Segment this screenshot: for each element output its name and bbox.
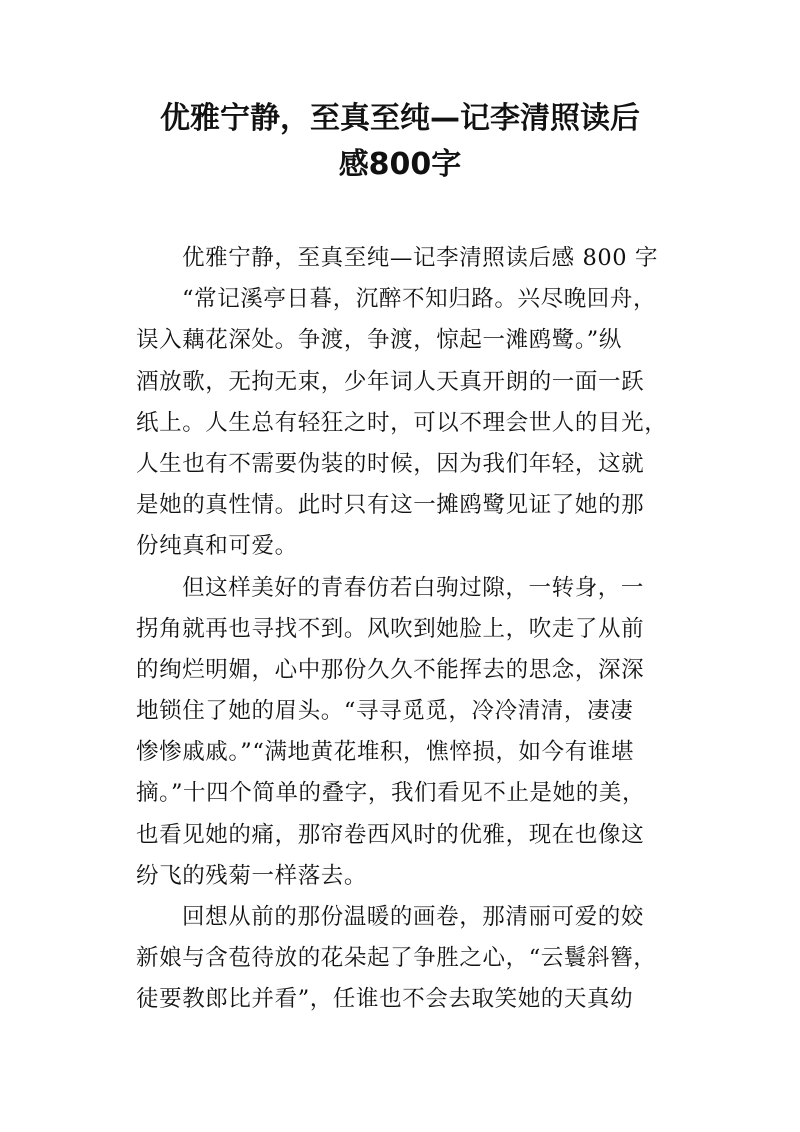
paragraph-3-line-6: 摘。”十四个简单的叠字，我们看见不止是她的美， — [136, 780, 646, 807]
paragraph-3-line-5: 惨惨戚戚。”“满地黄花堆积，憔悴损，如今有谁堪 — [136, 739, 635, 766]
document-title — [120, 96, 680, 188]
title-line-1: 优雅宁静，至真至纯—记李清照读后 — [160, 101, 640, 136]
paragraph-1-line-1: 优雅宁静，至真至纯—记李清照读后感 800 字 — [182, 245, 659, 271]
paragraph-4-line-2: 新娘与含苞待放的花朵起了争胜之心，“云鬟斜簪， — [136, 945, 657, 972]
paragraph-2-line-2: 误入藕花深处。争渡，争渡，惊起一滩鸥鹭。”纵 — [136, 327, 622, 354]
paragraph-2-line-3: 酒放歌，无拘无束，少年词人天真开朗的一面一跃 — [136, 368, 645, 395]
paragraph-2-line-4: 纸上。人生总有轻狂之时，可以不理会世人的目光， — [136, 409, 668, 436]
paragraph-2-line-6: 是她的真性情。此时只有这一摊鸥鹭见证了她的那 — [136, 492, 645, 519]
paragraph-4-line-1: 回想从前的那份温暖的画卷，那清丽可爱的姣 — [182, 904, 645, 930]
paragraph-3-line-4: 地锁住了她的眉头。“寻寻觅觅，冷冷清清，凄凄 — [136, 698, 634, 725]
document-body — [136, 238, 672, 1021]
paragraph-3-line-3: 的绚烂明媚，心中那份久久不能挥去的思念，深深 — [136, 656, 645, 683]
paragraph-3-line-2: 拐角就再也寻找不到。风吹到她脸上，吹走了从前 — [136, 615, 645, 642]
paragraph-2-line-5: 人生也有不需要伪装的时候，因为我们年轻，这就 — [136, 450, 645, 477]
paragraph-3-line-8: 纷飞的残菊一样落去。 — [136, 862, 368, 889]
paragraph-3-line-1: 但这样美好的青春仿若白驹过隙，一转身，一 — [182, 574, 645, 601]
paragraph-2-line-1: “常记溪亭日暮，沉醉不知归路。兴尽晚回舟， — [182, 286, 657, 313]
title-line-2: 感800字 — [338, 147, 462, 182]
paragraph-3-line-7: 也看见她的痛，那帘卷西风时的优雅，现在也像这 — [136, 821, 645, 848]
paragraph-4-line-3: 徒要教郎比并看”，任谁也不会去取笑她的天真幼 — [136, 986, 634, 1013]
paragraph-2-line-7: 份纯真和可爱。 — [136, 533, 298, 560]
